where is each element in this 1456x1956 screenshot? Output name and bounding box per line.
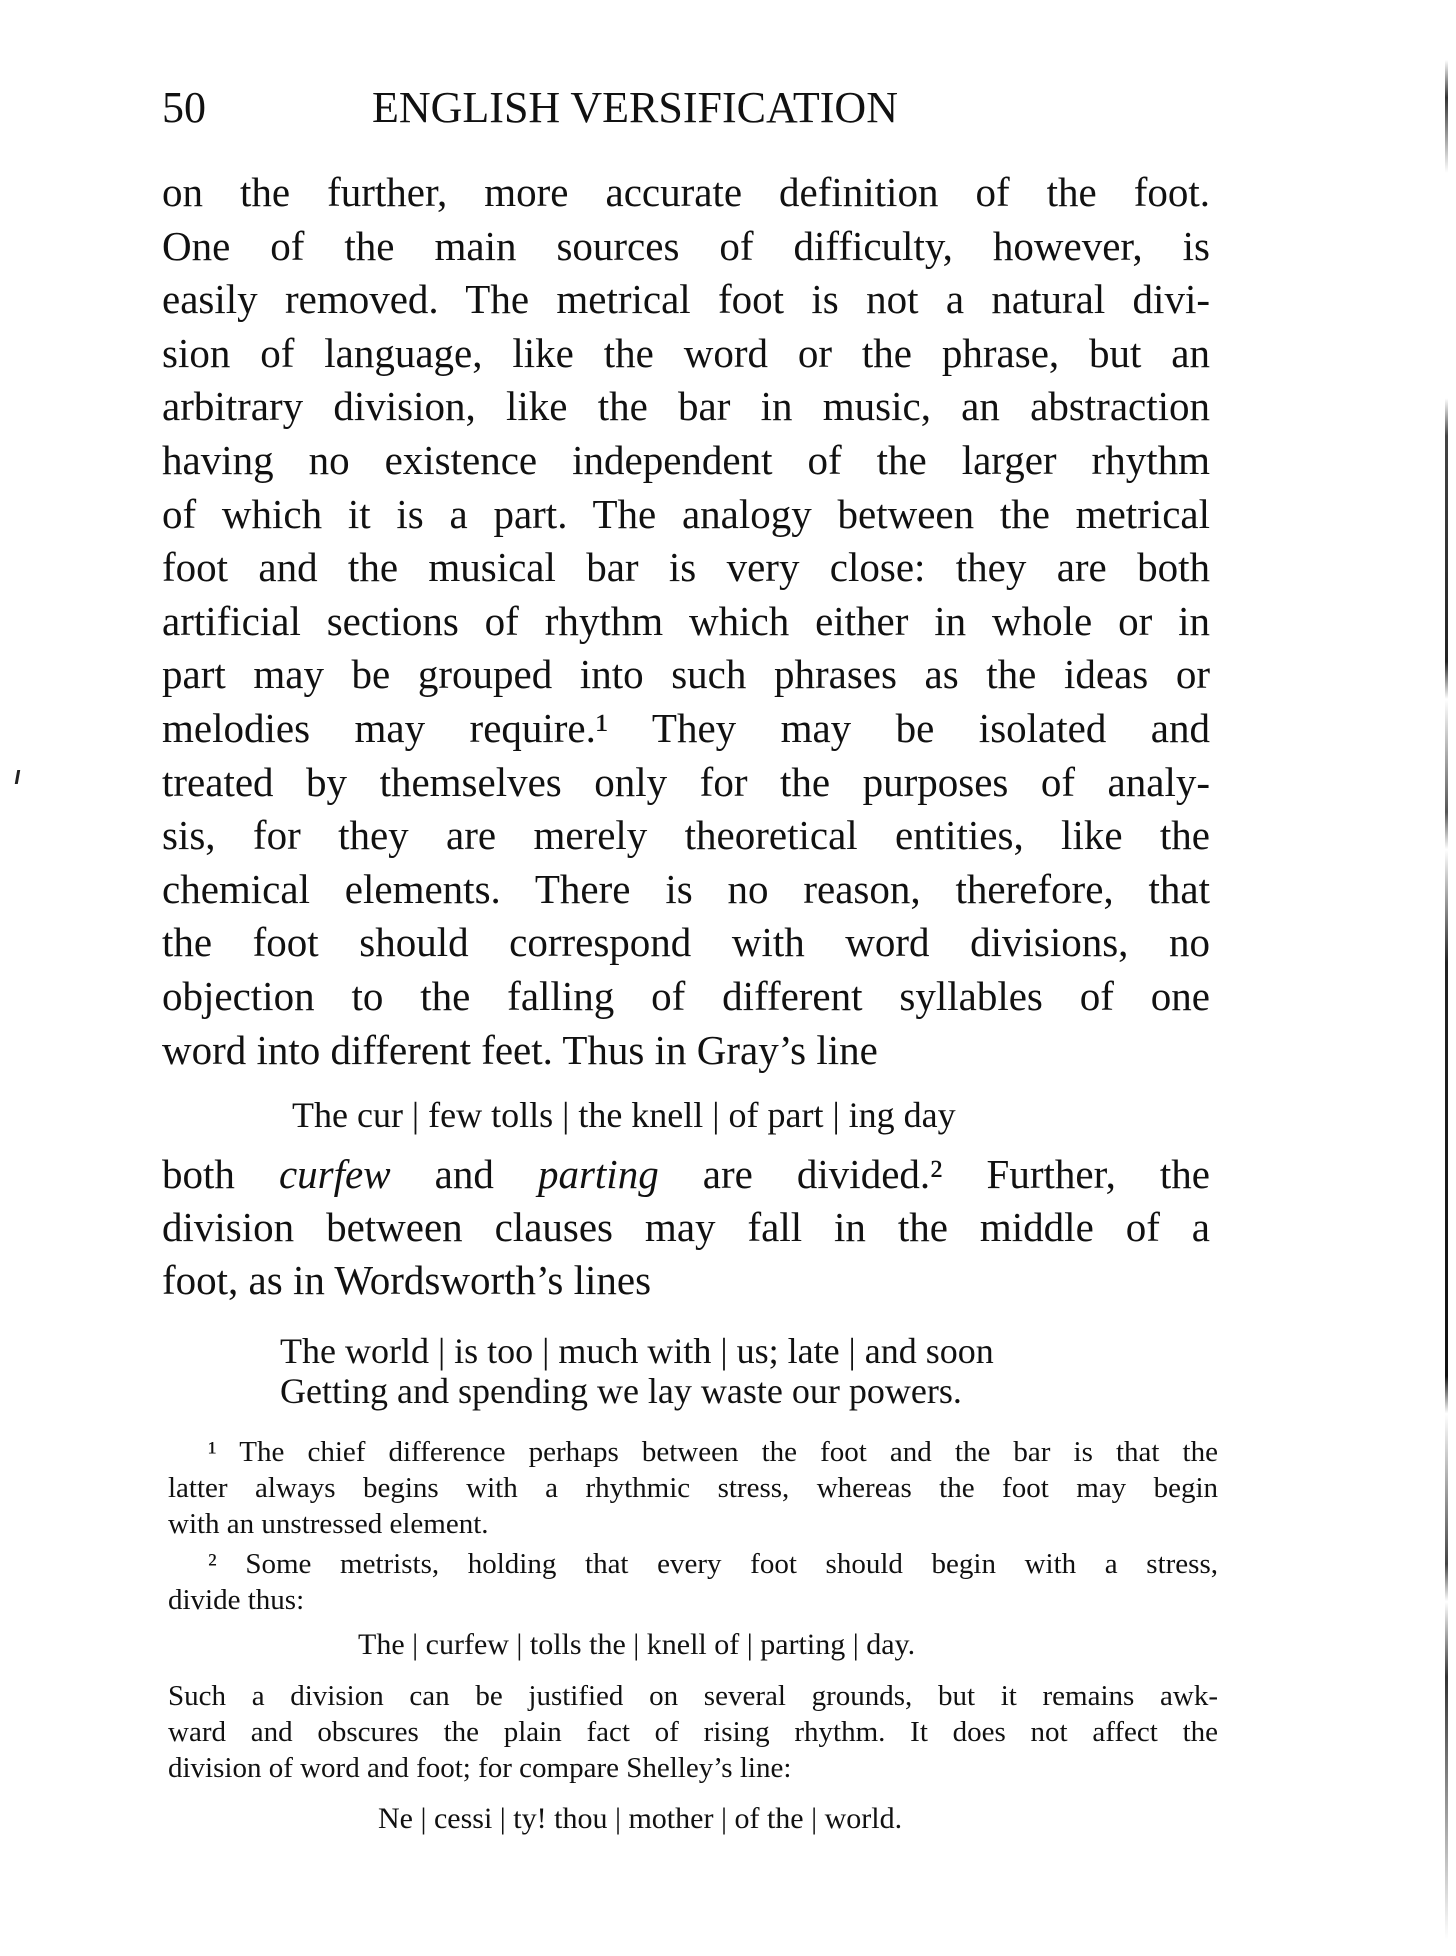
body-line: word into different feet. Thus in Gray’s line bbox=[162, 1026, 878, 1073]
body-line: the foot should correspond with word divisions, no bbox=[162, 919, 1210, 966]
body-line: melodies may require.¹ They may be isolated and bbox=[162, 705, 1210, 751]
body-line: division between clauses may fall in the middle of a bbox=[162, 1204, 1210, 1250]
emphasis-parting: parting bbox=[537, 1151, 659, 1197]
body-line: part may be grouped into such phrases as the ideas or bbox=[162, 651, 1210, 698]
scan-mark bbox=[15, 770, 20, 784]
body-line: treated by themselves only for the purposes of analy- bbox=[162, 758, 1210, 805]
body-line: chemical elements. There is no reason, therefore, that bbox=[162, 865, 1210, 912]
body-line: artificial sections of rhythm which either in whole or in bbox=[162, 597, 1210, 644]
body-line: arbitrary division, like the bar in music, an abstraction bbox=[162, 383, 1210, 430]
footnote-verse-gray: The | curfew | tolls the | knell of | parting | day. bbox=[358, 1628, 916, 1661]
body-line: of which it is a part. The analogy between the metrical bbox=[162, 490, 1210, 537]
verse-wordsworth-1: The world | is too | much with | us; late | and soon bbox=[280, 1331, 994, 1371]
footnote-2-line: divide thus: bbox=[168, 1584, 305, 1616]
footnote-1-line: latter always begins with a rhythmic stress, whereas the foot may begin bbox=[168, 1472, 1218, 1504]
body-line: easily removed. The metrical foot is not a natural divi- bbox=[162, 276, 1210, 323]
footnote-1: ¹ The chief difference perhaps between the foot and the bar is that the bbox=[208, 1436, 1218, 1468]
body-line: having no existence independent of the larger rhythm bbox=[162, 437, 1210, 483]
body-line: objection to the falling of different syllables of one bbox=[162, 973, 1210, 1019]
body-line: One of the main sources of difficulty, however, is bbox=[162, 222, 1210, 269]
body-line: foot and the musical bar is very close: they are both bbox=[162, 544, 1210, 591]
body-line: on the further, more accurate definition of the foot. bbox=[162, 169, 1210, 215]
body-line: sion of language, like the word or the phrase, but an bbox=[162, 329, 1210, 376]
scan-edge bbox=[1445, 60, 1448, 1940]
body-line: foot, as in Wordsworth’s lines bbox=[162, 1257, 652, 1303]
body-line: sis, for they are merely theoretical entities, like the bbox=[162, 812, 1210, 859]
footnote-2-line: Such a division can be justified on several grounds, but it remains awk- bbox=[168, 1680, 1218, 1712]
running-title: ENGLISH VERSIFICATION bbox=[372, 83, 898, 132]
footnote-2-line: ward and obscures the plain fact of rising rhythm. It does not affect the bbox=[168, 1716, 1218, 1748]
footnote-verse-shelley: Ne | cessi | ty! thou | mother | of the | world. bbox=[378, 1802, 903, 1835]
footnote-1-line: with an unstressed element. bbox=[168, 1508, 489, 1540]
footnote-2-line: division of word and foot; for compare Shelley’s line: bbox=[168, 1752, 792, 1784]
emphasis-curfew: curfew bbox=[278, 1151, 391, 1197]
page-number: 50 bbox=[162, 83, 206, 132]
verse-gray: The cur | few tolls | the knell | of part | ing day bbox=[292, 1095, 956, 1135]
body-line: both curfew and parting are divided.² Further, the bbox=[162, 1151, 1210, 1197]
footnote-2: ² Some metrists, holding that every foot should begin with a stress, bbox=[208, 1548, 1218, 1580]
verse-wordsworth-2: Getting and spending we lay waste our powers. bbox=[280, 1371, 962, 1411]
